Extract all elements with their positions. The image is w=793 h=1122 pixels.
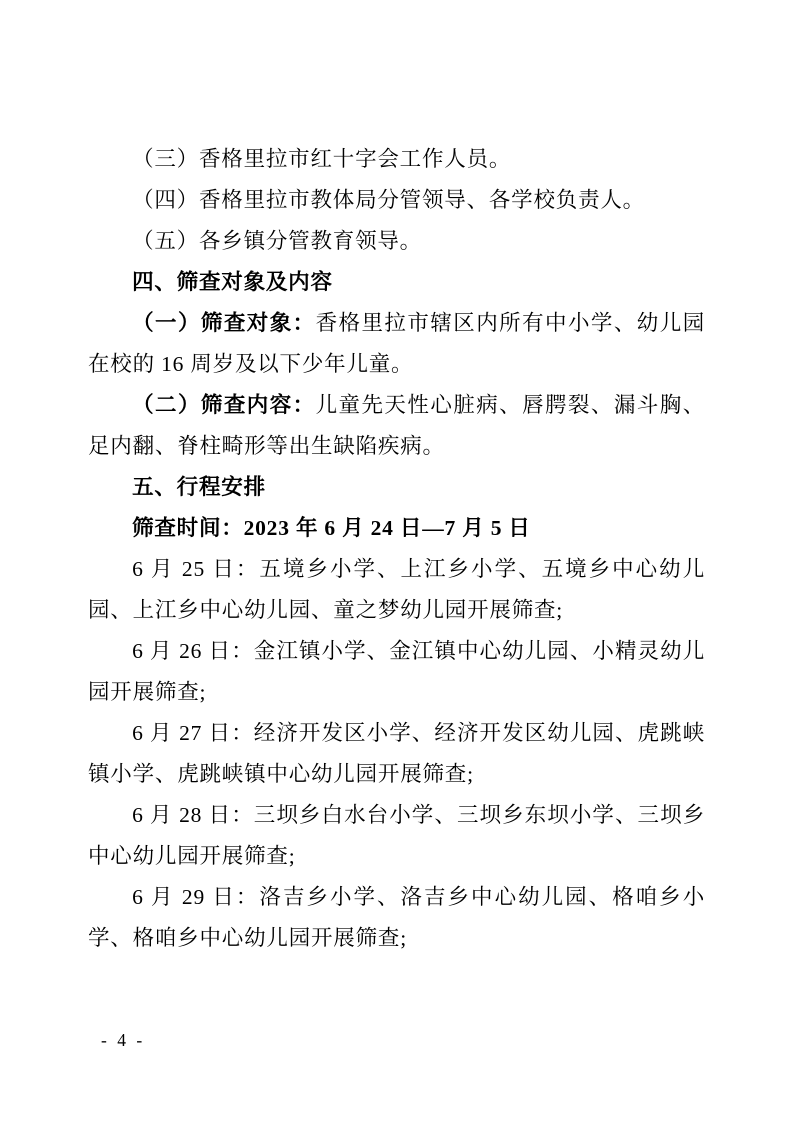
paragraph: 6 月 28 日：三坝乡白水台小学、三坝乡东坝小学、三坝乡中心幼儿园开展筛查;: [88, 803, 705, 868]
page-number: - 4 -: [101, 1030, 146, 1050]
paragraph: [88, 385, 705, 467]
paragraph: 6 月 29 日：洛吉乡小学、洛吉乡中心幼儿园、格咱乡小学、格咱乡中心幼儿园开展筛查;: [88, 885, 705, 950]
paragraph: 筛查时间：2023 年 6 月 24 日—7 月 5 日: [132, 516, 531, 540]
paragraph: 6 月 25 日：五境乡小学、上江乡小学、五境乡中心幼儿园、上江乡中心幼儿园、童之梦幼儿园开展筛查;: [88, 557, 705, 622]
document-body: [88, 139, 705, 959]
paragraph: （三）香格里拉市红十字会工作人员。: [132, 147, 512, 171]
paragraph: （五）各乡镇分管教育领导。: [132, 229, 422, 253]
paragraph: 6 月 27 日：经济开发区小学、经济开发区幼儿园、虎跳峡镇小学、虎跳峡镇中心幼儿园开展筛查;: [88, 721, 705, 786]
paragraph-text: 儿童先天性心脏病、唇腭裂、漏斗胸、足内翻、脊柱畸形等出生缺陷疾病。: [88, 393, 705, 458]
paragraph-label: （二）筛查内容：: [132, 393, 316, 417]
section-heading: 四、筛查对象及内容: [132, 270, 333, 294]
paragraph-text: 香格里拉市辖区内所有中小学、幼儿园在校的 16 周岁及以下少年儿童。: [88, 311, 705, 376]
paragraph: （四）香格里拉市教体局分管领导、各学校负责人。: [132, 188, 645, 212]
section-heading: 五、行程安排: [132, 475, 266, 499]
paragraph-label: （一）筛查对象：: [132, 311, 316, 335]
paragraph: [88, 303, 705, 385]
paragraph: 6 月 26 日：金江镇小学、金江镇中心幼儿园、小精灵幼儿园开展筛查;: [88, 639, 705, 704]
